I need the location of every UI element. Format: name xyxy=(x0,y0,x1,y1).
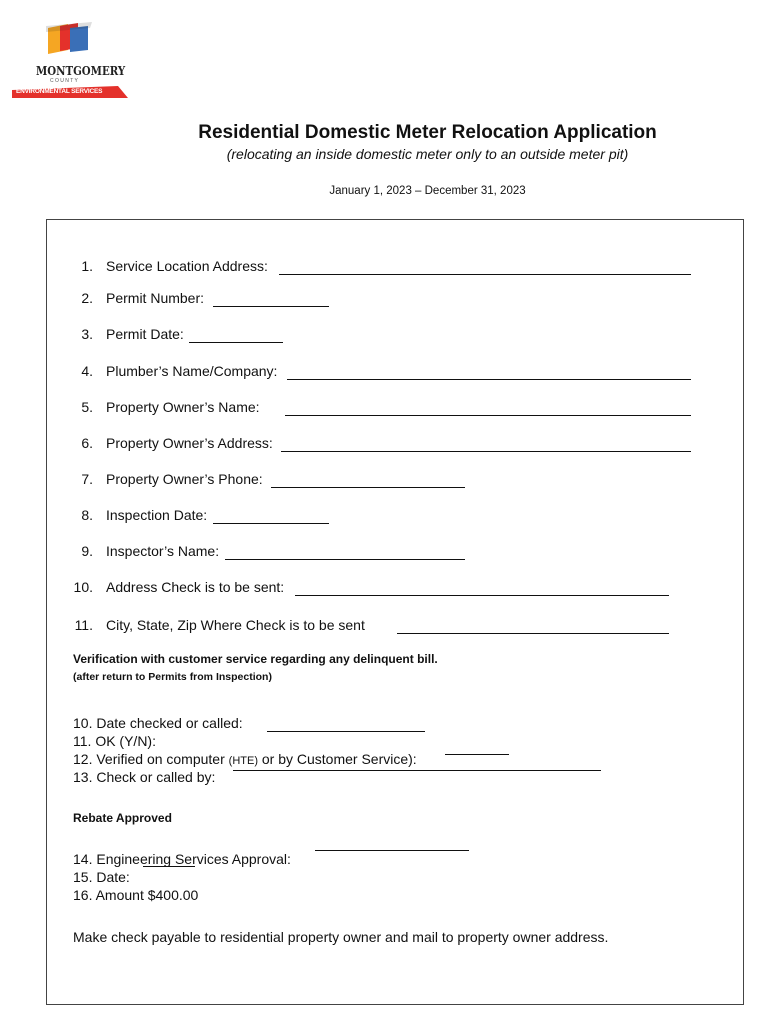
field-property-owner-phone xyxy=(47,471,745,489)
inspection-date-input[interactable] xyxy=(213,523,329,524)
page-title: Residential Domestic Meter Relocation Application xyxy=(198,122,657,143)
field-label: Property Owner’s Name: xyxy=(106,399,260,415)
field-label: Service Location Address: xyxy=(106,258,268,274)
verification-note: (after return to Permits from Inspection) xyxy=(73,671,272,683)
field-address-check-sent xyxy=(47,579,745,597)
verification-heading: Verification with customer service regarding any delinquent bill. xyxy=(73,652,438,666)
city-state-zip-check-input[interactable] xyxy=(397,633,669,634)
field-permit-date xyxy=(47,326,745,344)
plumber-name-company-input[interactable] xyxy=(287,379,691,380)
field-number: 6. xyxy=(81,435,93,451)
field-property-owner-name xyxy=(47,399,745,417)
field-number: 9. xyxy=(81,543,93,559)
field-inspection-date xyxy=(47,507,745,525)
field-city-state-zip-check xyxy=(47,617,745,635)
field-property-owner-address xyxy=(47,435,745,453)
logo-banner-text: ENVIRONMENTAL SERVICES xyxy=(16,88,103,95)
rebate-date xyxy=(73,869,130,885)
rebate-heading: Rebate Approved xyxy=(73,811,172,825)
application-form xyxy=(46,219,744,1005)
verify-checked-by-label: 13. Check or called by: xyxy=(73,769,216,785)
permit-date-input[interactable] xyxy=(189,342,283,343)
verify-date-checked xyxy=(73,715,243,731)
date-range: January 1, 2023 – December 31, 2023 xyxy=(329,185,526,197)
field-label: Plumber’s Name/Company: xyxy=(106,363,278,379)
permit-number-input[interactable] xyxy=(213,306,329,307)
rebate-date-input[interactable] xyxy=(143,866,195,867)
county-logo xyxy=(10,20,130,100)
verify-computer-input[interactable] xyxy=(445,754,509,755)
field-label: Address Check is to be sent: xyxy=(106,579,285,595)
verify-date-checked-label: 10. Date checked or called: xyxy=(73,715,243,731)
field-service-location-address xyxy=(47,258,745,276)
field-plumber-name-company xyxy=(47,363,745,381)
property-owner-phone-input[interactable] xyxy=(271,487,465,488)
inspector-name-input[interactable] xyxy=(225,559,465,560)
verify-computer-label-c: or by Customer Service): xyxy=(257,751,417,767)
verify-date-checked-input[interactable] xyxy=(267,731,425,732)
footer-note: Make check payable to residential property owner and mail to property owner address. xyxy=(73,929,609,945)
logo-flag-blue xyxy=(70,26,88,52)
logo-subname: C O U N T Y xyxy=(50,78,78,84)
field-number: 7. xyxy=(81,471,93,487)
verify-computer-label-a: 12. Verified on computer xyxy=(73,751,229,767)
field-number: 11. xyxy=(74,617,93,633)
field-number: 4. xyxy=(81,363,93,379)
verify-checked-by-input[interactable] xyxy=(233,770,601,771)
property-owner-address-input[interactable] xyxy=(281,451,691,452)
verify-ok xyxy=(73,733,156,749)
verify-computer-label-b: (HTE) xyxy=(228,755,258,767)
field-number: 3. xyxy=(81,326,93,342)
field-number: 8. xyxy=(81,507,93,523)
field-inspector-name xyxy=(47,543,745,561)
logo-name: MONTGOMERY xyxy=(36,64,126,78)
verify-checked-by xyxy=(73,769,215,785)
field-number: 1. xyxy=(81,258,93,274)
rebate-amount xyxy=(73,887,198,903)
verify-computer xyxy=(73,751,417,767)
rebate-engineering-approval-input[interactable] xyxy=(315,850,469,851)
property-owner-name-input[interactable] xyxy=(285,415,691,416)
field-number: 5. xyxy=(81,399,93,415)
address-check-sent-input[interactable] xyxy=(295,595,669,596)
field-label: Permit Date: xyxy=(106,326,184,342)
rebate-date-label: 15. Date: xyxy=(73,869,130,885)
field-label: City, State, Zip Where Check is to be sent xyxy=(106,617,365,633)
verify-ok-label: 11. OK (Y/N): xyxy=(73,733,156,749)
page-subtitle: (relocating an inside domestic meter only to an outside meter pit) xyxy=(226,146,629,162)
field-label: Property Owner’s Address: xyxy=(106,435,273,451)
field-number: 2. xyxy=(81,290,93,306)
field-label: Property Owner’s Phone: xyxy=(106,471,263,487)
rebate-engineering-approval xyxy=(73,851,291,867)
field-label: Permit Number: xyxy=(106,290,205,306)
service-location-address-input[interactable] xyxy=(279,274,691,275)
rebate-engineering-approval-label: 14. Engineering Services Approval: xyxy=(73,851,291,867)
field-permit-number xyxy=(47,290,745,308)
field-number: 10. xyxy=(73,579,93,595)
rebate-amount-label: 16. Amount $400.00 xyxy=(73,887,199,903)
field-label: Inspection Date: xyxy=(106,507,208,523)
field-label: Inspector’s Name: xyxy=(106,543,220,559)
